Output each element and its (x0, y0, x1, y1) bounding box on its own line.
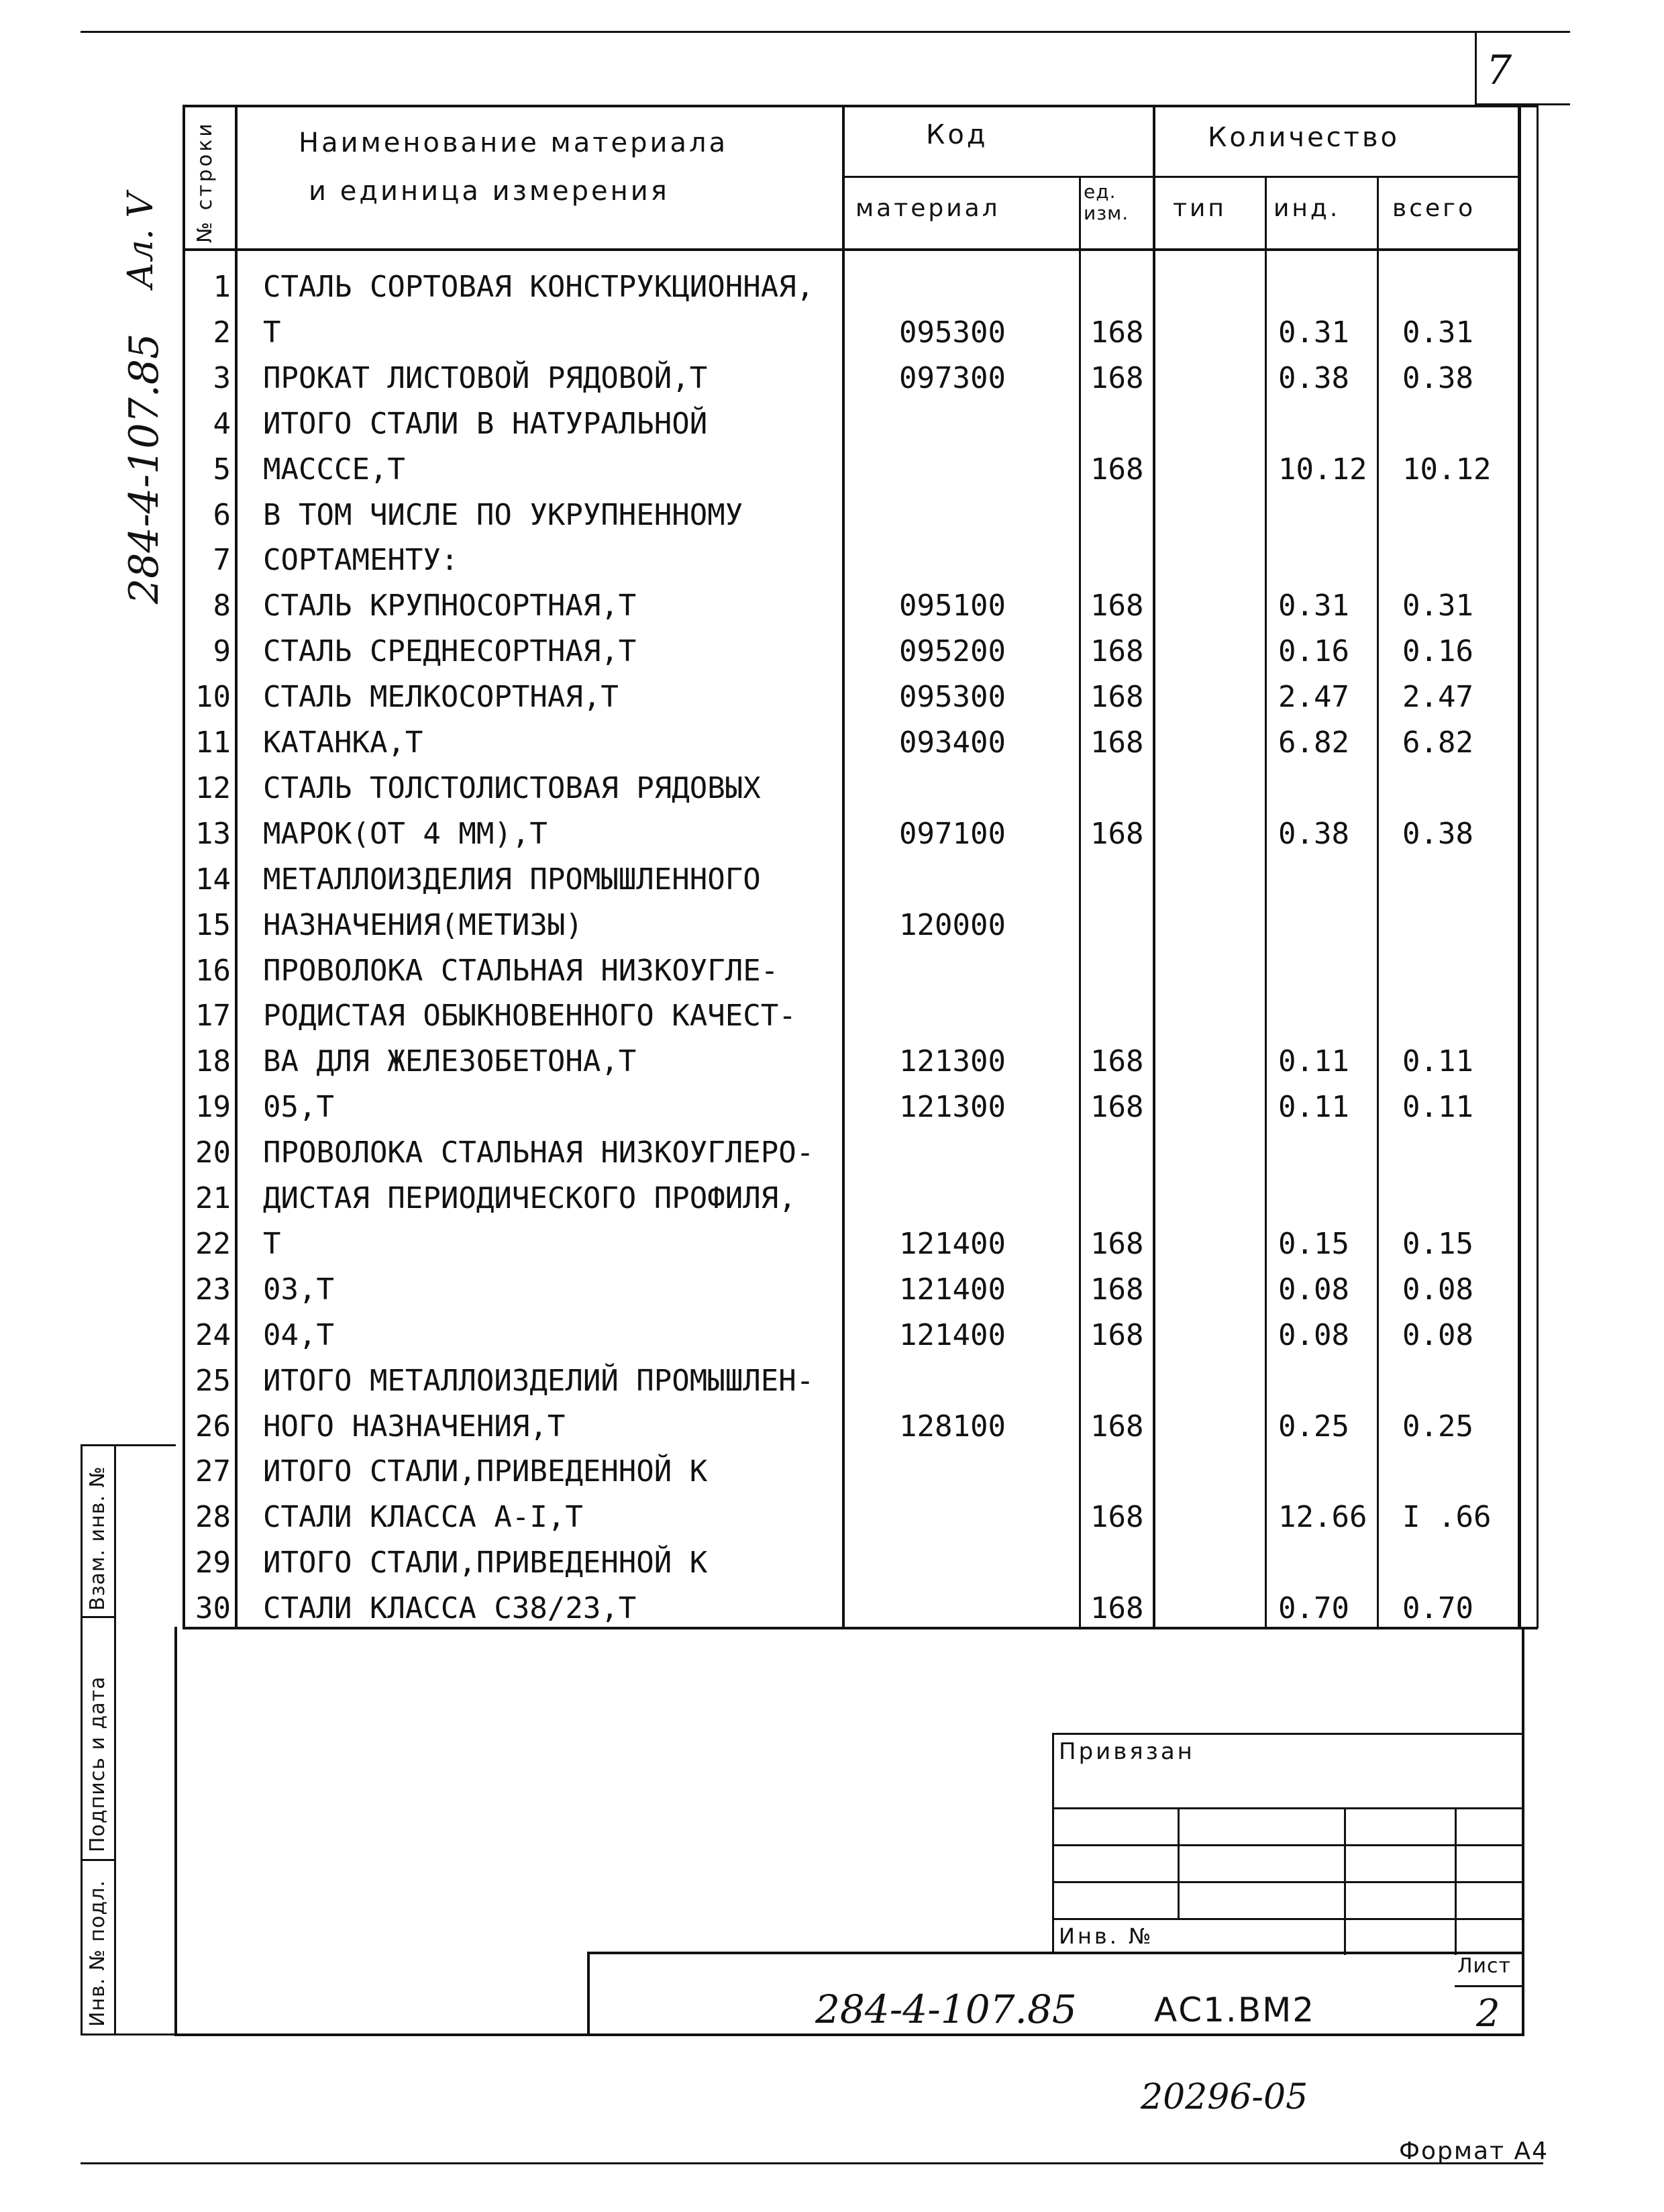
margin-sheet: Ал. V (121, 192, 161, 289)
row-number: 26 (195, 1409, 231, 1444)
format-label: Формат А4 (1399, 2138, 1549, 2165)
unit-code: 168 (1090, 1272, 1144, 1307)
stamp-privyazan: Привязан (1059, 1738, 1195, 1765)
row-number: 2 (213, 315, 231, 350)
row-number: 18 (195, 1044, 231, 1078)
material-name: 03,Т (263, 1272, 334, 1307)
material-code: 095100 (899, 589, 1006, 623)
material-name: МАССCE,Т (263, 452, 405, 487)
qty-total: 0.15 (1402, 1227, 1473, 1261)
table-row (0, 1176, 1664, 1221)
material-code: 097300 (899, 361, 1006, 395)
table-row (0, 311, 1664, 355)
header-quantity: Количество (1208, 122, 1400, 153)
qty-ind: 0.08 (1278, 1318, 1349, 1352)
material-name: ПРОВОЛОКА СТАЛЬНАЯ НИЗКОУГЛЕ- (263, 954, 779, 988)
table-row (0, 1131, 1664, 1175)
material-name: ВА ДЛЯ ЖЕЛЕЗОБЕТОНА,Т (263, 1044, 637, 1078)
material-name: 05,Т (263, 1090, 334, 1124)
stamp-album: АС1.ВМ2 (1154, 1991, 1316, 2029)
table-row (0, 538, 1664, 583)
qty-ind: 0.31 (1278, 315, 1349, 350)
table-row (0, 1040, 1664, 1084)
qty-total: 0.08 (1402, 1272, 1473, 1307)
material-code: 128100 (899, 1409, 1006, 1444)
qty-ind: 0.38 (1278, 361, 1349, 395)
row-number: 28 (195, 1500, 231, 1534)
table-row (0, 1268, 1664, 1312)
stamp-designation: 284-4-107.85 (815, 1987, 1077, 2032)
left-stamp-replaced: Взам. инв. № (86, 1466, 109, 1611)
qty-ind: 10.12 (1278, 452, 1367, 487)
table-row (0, 493, 1664, 538)
row-number: 16 (195, 954, 231, 988)
material-code: 120000 (899, 908, 1006, 942)
row-number: 11 (195, 725, 231, 760)
unit-code: 168 (1090, 315, 1144, 350)
material-name: МАРОК(ОТ 4 ММ),Т (263, 817, 548, 851)
header-qty-ind: инд. (1273, 195, 1341, 222)
material-name: СОРТАМЕНТУ: (263, 543, 459, 577)
header-row-no: № строки (193, 121, 217, 243)
table-row (0, 356, 1664, 401)
qty-total: 0.38 (1402, 817, 1473, 851)
qty-total: 0.11 (1402, 1090, 1473, 1124)
material-code: 095300 (899, 680, 1006, 714)
table-row (0, 721, 1664, 765)
qty-ind: 0.70 (1278, 1591, 1349, 1625)
header-name-line2: и единица измерения (309, 176, 670, 207)
unit-code: 168 (1090, 452, 1144, 487)
material-name: Т (263, 315, 281, 350)
material-name: СТАЛЬ КРУПНОСОРТНАЯ,Т (263, 589, 637, 623)
row-number: 7 (213, 543, 231, 577)
table-row (0, 1222, 1664, 1266)
row-number: 23 (195, 1272, 231, 1307)
unit-code: 168 (1090, 1090, 1144, 1124)
header-code-material: материал (855, 195, 1000, 222)
qty-total: 0.31 (1402, 589, 1473, 623)
qty-ind: 12.66 (1278, 1500, 1367, 1534)
row-number: 17 (195, 999, 231, 1033)
row-number: 4 (213, 407, 231, 441)
unit-code: 168 (1090, 1500, 1144, 1534)
left-stamp-sign-date: Подпись и дата (86, 1676, 109, 1852)
material-code: 121400 (899, 1227, 1006, 1261)
qty-total: 6.82 (1402, 725, 1473, 760)
material-name: 04,Т (263, 1318, 334, 1352)
row-number: 3 (213, 361, 231, 395)
unit-code: 168 (1090, 634, 1144, 668)
material-name: ИТОГО МЕТАЛЛОИЗДЕЛИЙ ПРОМЫШЛЕН- (263, 1364, 815, 1398)
qty-total: 2.47 (1402, 680, 1473, 714)
material-code: 095200 (899, 634, 1006, 668)
qty-ind: 0.16 (1278, 634, 1349, 668)
qty-ind: 0.25 (1278, 1409, 1349, 1444)
row-number: 8 (213, 589, 231, 623)
unit-code: 168 (1090, 725, 1144, 760)
qty-ind: 0.11 (1278, 1090, 1349, 1124)
row-number: 15 (195, 908, 231, 942)
left-stamp-inv-orig: Инв. № подл. (86, 1880, 109, 2027)
sheet-number: 7 (1486, 47, 1512, 94)
row-number: 29 (195, 1546, 231, 1580)
row-number: 22 (195, 1227, 231, 1261)
row-number: 25 (195, 1364, 231, 1398)
unit-code: 168 (1090, 817, 1144, 851)
material-name: ДИСТАЯ ПЕРИОДИЧЕСКОГО ПРОФИЛЯ, (263, 1181, 796, 1215)
qty-total: 0.31 (1402, 315, 1473, 350)
qty-ind: 0.38 (1278, 817, 1349, 851)
row-number: 27 (195, 1454, 231, 1489)
qty-total: 10.12 (1402, 452, 1492, 487)
material-name: СТАЛЬ СРЕДНЕСОРТНАЯ,Т (263, 634, 637, 668)
material-name: СТАЛЬ СОРТОВАЯ КОНСТРУКЦИОННАЯ, (263, 270, 815, 304)
material-name: ПРОКАТ ЛИСТОВОЙ РЯДОВОЙ,Т (263, 361, 708, 395)
header-name-line1: Наименование материала (299, 128, 729, 158)
material-code: 093400 (899, 725, 1006, 760)
stamp-sheet-label: Лист (1457, 1954, 1512, 1978)
table-row (0, 1587, 1664, 1631)
table-row (0, 1085, 1664, 1129)
material-name: СТАЛИ КЛАССА А-I,Т (263, 1500, 583, 1534)
table-row (0, 402, 1664, 446)
unit-code: 168 (1090, 680, 1144, 714)
qty-total: 0.25 (1402, 1409, 1473, 1444)
header-qty-total: всего (1392, 195, 1476, 222)
qty-ind: 2.47 (1278, 680, 1349, 714)
qty-ind: 0.08 (1278, 1272, 1349, 1307)
unit-code: 168 (1090, 1591, 1144, 1625)
unit-code: 168 (1090, 1227, 1144, 1261)
qty-total: I .66 (1402, 1500, 1492, 1534)
row-number: 20 (195, 1136, 231, 1170)
material-code: 121300 (899, 1044, 1006, 1078)
unit-code: 168 (1090, 1318, 1144, 1352)
material-name: ПРОВОЛОКА СТАЛЬНАЯ НИЗКОУГЛЕРО- (263, 1136, 815, 1170)
material-name: ИТОГО СТАЛИ В НАТУРАЛЬНОЙ (263, 407, 708, 441)
table-row (0, 1405, 1664, 1449)
material-code: 097100 (899, 817, 1006, 851)
qty-ind: 0.31 (1278, 589, 1349, 623)
header-code-unit: ед. изм. (1084, 181, 1129, 224)
table-row (0, 1313, 1664, 1358)
row-number: 19 (195, 1090, 231, 1124)
material-name: НОГО НАЗНАЧЕНИЯ,Т (263, 1409, 566, 1444)
table-row (0, 812, 1664, 856)
table-row (0, 766, 1664, 811)
header-qty-type: тип (1173, 195, 1227, 222)
table-row (0, 448, 1664, 492)
table-row (0, 949, 1664, 993)
unit-code: 168 (1090, 361, 1144, 395)
material-name: РОДИСТАЯ ОБЫКНОВЕННОГО КАЧЕСТ- (263, 999, 796, 1033)
table-row (0, 903, 1664, 948)
row-number: 21 (195, 1181, 231, 1215)
row-number: 10 (195, 680, 231, 714)
material-name: СТАЛИ КЛАССА С38/23,Т (263, 1591, 637, 1625)
table-row (0, 994, 1664, 1038)
row-number: 30 (195, 1591, 231, 1625)
table-row (0, 675, 1664, 719)
row-number: 5 (213, 452, 231, 487)
material-code: 121400 (899, 1272, 1006, 1307)
row-number: 24 (195, 1318, 231, 1352)
qty-ind: 0.15 (1278, 1227, 1349, 1261)
qty-ind: 6.82 (1278, 725, 1349, 760)
row-number: 13 (195, 817, 231, 851)
row-number: 6 (213, 498, 231, 532)
material-name: ИТОГО СТАЛИ,ПРИВЕДЕННОЙ К (263, 1454, 708, 1489)
material-name: СТАЛЬ МЕЛКОСОРТНАЯ,Т (263, 680, 619, 714)
unit-code: 168 (1090, 1044, 1144, 1078)
material-name: В ТОМ ЧИСЛЕ ПО УКРУПНЕННОМУ (263, 498, 743, 532)
qty-total: 0.08 (1402, 1318, 1473, 1352)
unit-code: 168 (1090, 1409, 1144, 1444)
row-number: 14 (195, 862, 231, 897)
archive-number: 20296-05 (1141, 2077, 1308, 2117)
row-number: 1 (213, 270, 231, 304)
qty-ind: 0.11 (1278, 1044, 1349, 1078)
table-row (0, 584, 1664, 628)
header-code: Код (926, 119, 988, 150)
stamp-inv-no: Инв. № (1059, 1923, 1154, 1949)
material-name: СТАЛЬ ТОЛСТОЛИСТОВАЯ РЯДОВЫХ (263, 771, 761, 805)
material-name: ИТОГО СТАЛИ,ПРИВЕДЕННОЙ К (263, 1546, 708, 1580)
margin-code: 284-4-107.85 (121, 333, 168, 604)
material-name: МЕТАЛЛОИЗДЕЛИЯ ПРОМЫШЛЕННОГО (263, 862, 761, 897)
table-row (0, 630, 1664, 674)
unit-code: 168 (1090, 589, 1144, 623)
row-number: 12 (195, 771, 231, 805)
material-name: НАЗНАЧЕНИЯ(МЕТИЗЫ) (263, 908, 583, 942)
material-code: 121400 (899, 1318, 1006, 1352)
stamp-sheet-value: 2 (1476, 1992, 1500, 2035)
table-row (0, 1495, 1664, 1540)
material-name: КАТАНКА,Т (263, 725, 423, 760)
qty-total: 0.38 (1402, 361, 1473, 395)
qty-total: 0.16 (1402, 634, 1473, 668)
qty-total: 0.70 (1402, 1591, 1473, 1625)
table-row (0, 1359, 1664, 1403)
material-code: 121300 (899, 1090, 1006, 1124)
row-number: 9 (213, 634, 231, 668)
material-code: 095300 (899, 315, 1006, 350)
table-row (0, 858, 1664, 902)
qty-total: 0.11 (1402, 1044, 1473, 1078)
table-row (0, 1450, 1664, 1494)
material-name: Т (263, 1227, 281, 1261)
table-row (0, 1541, 1664, 1585)
table-row (0, 265, 1664, 309)
